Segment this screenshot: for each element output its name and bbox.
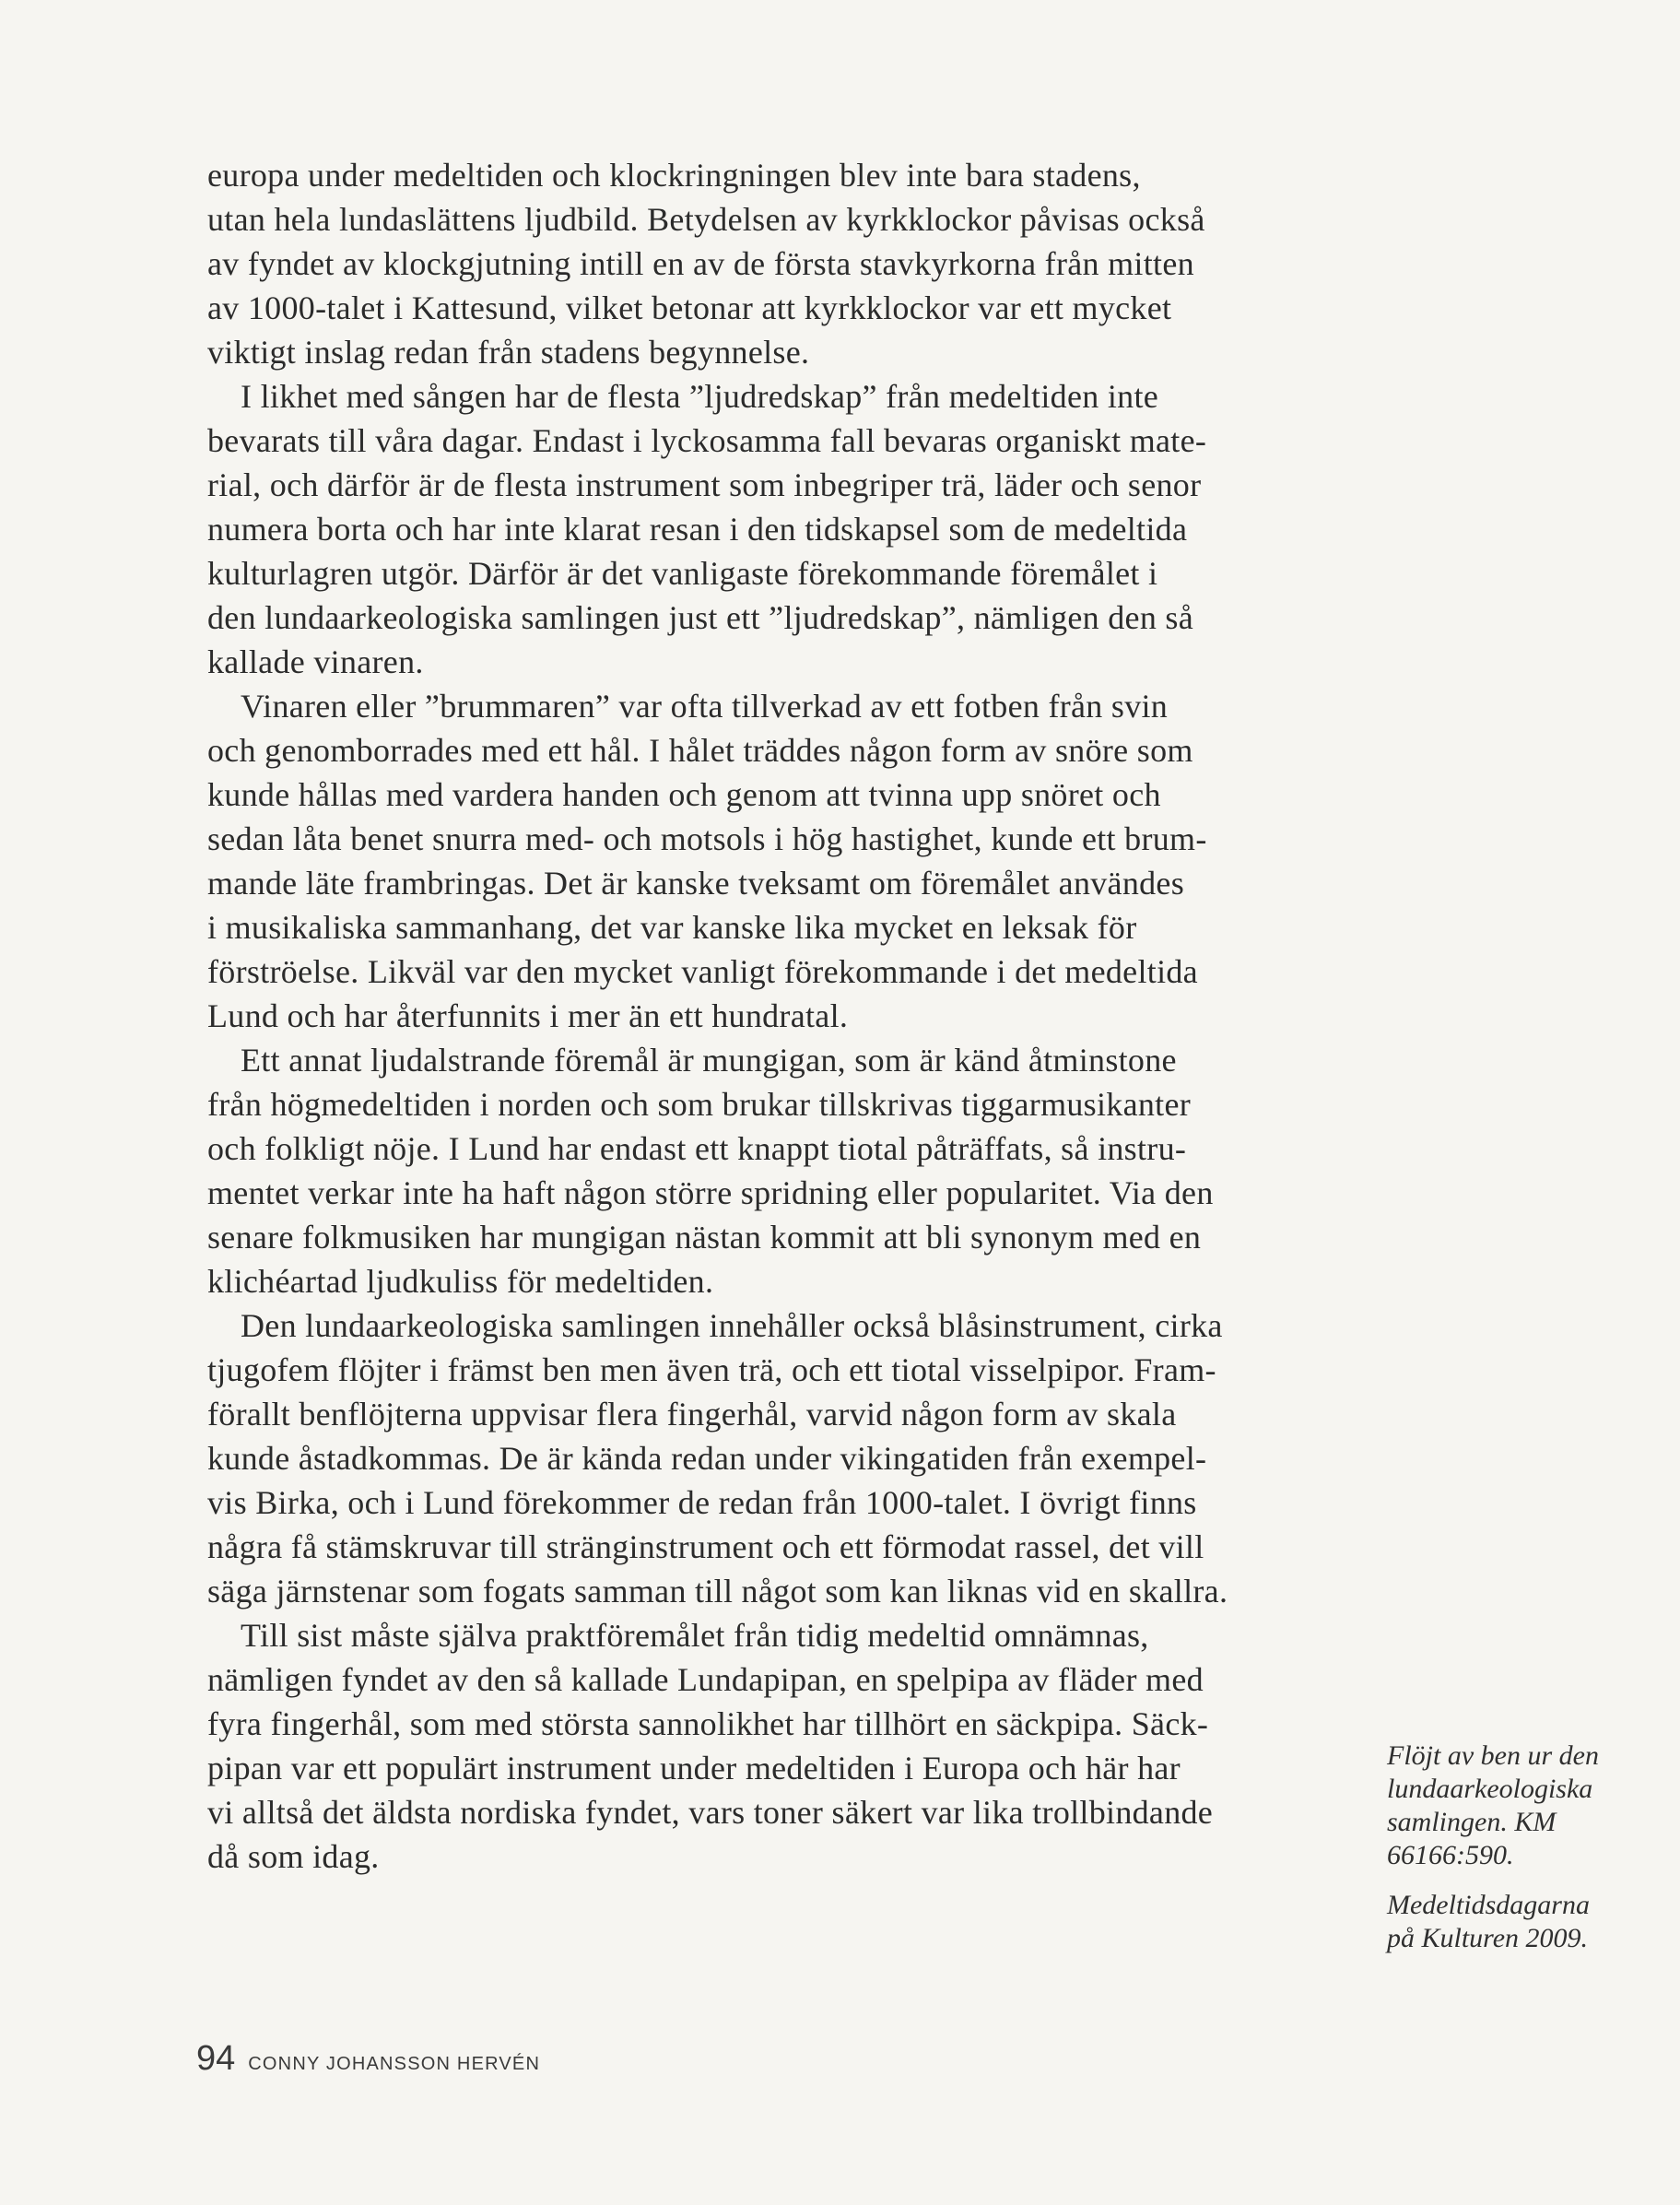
text-line: Den lundaarkeologiska samlingen innehåller också blåsinstrument, cirka	[241, 1307, 1223, 1344]
text-line: nämligen fyndet av den så kallade Lundapipan, en spelpipa av fläder med	[207, 1661, 1204, 1698]
text-line: kunde åstadkommas. De är kända redan under vikingatiden från exempel-	[207, 1440, 1207, 1477]
figure-caption	[1387, 1739, 1636, 1955]
caption-line: lundaarkeologiska	[1387, 1774, 1593, 1804]
text-line: rial, och därför är de flesta instrument som inbegriper trä, läder och senor	[207, 466, 1202, 503]
body-text	[207, 153, 1332, 1879]
text-line: och genomborrades med ett hål. I hålet träddes någon form av snöre som	[207, 732, 1193, 769]
paragraph-6	[207, 1613, 1332, 1879]
text-line: europa under medeltiden och klockringningen blev inte bara stadens,	[207, 157, 1141, 194]
text-line: från högmedeltiden i norden och som brukar tillskrivas tiggarmusikanter	[207, 1086, 1192, 1123]
text-line: fyra fingerhål, som med största sannolikhet har tillhört en säckpipa. Säck-	[207, 1705, 1209, 1742]
text-line: i musikaliska sammanhang, det var kanske lika mycket en leksak för	[207, 909, 1137, 946]
page-footer	[196, 2039, 540, 2085]
caption-line: på Kulturen 2009.	[1387, 1923, 1589, 1953]
text-line: senare folkmusiken har mungigan nästan kommit att bli synonym med en	[207, 1219, 1202, 1256]
text-line: då som idag.	[207, 1838, 380, 1875]
text-line: kunde hållas med vardera handen och genom att tvinna upp snöret och	[207, 776, 1161, 813]
text-line: mentet verkar inte ha haft någon större spridning eller popularitet. Via den	[207, 1174, 1214, 1211]
text-line: Lund och har återfunnits i mer än ett hundratal.	[207, 997, 849, 1034]
text-line: vis Birka, och i Lund förekommer de redan från 1000-talet. I övrigt finns	[207, 1484, 1197, 1521]
text-line: vi alltså det äldsta nordiska fyndet, vars toner säkert var lika trollbindande	[207, 1794, 1214, 1831]
caption-block	[1387, 1889, 1636, 1955]
text-line: Till sist måste själva praktföremålet från tidig medeltid omnämnas,	[241, 1617, 1149, 1654]
caption-line: Medeltidsdagarna	[1387, 1890, 1590, 1920]
text-line: förallt benflöjterna uppvisar flera fingerhål, varvid någon form av skala	[207, 1396, 1177, 1433]
paragraph-2	[207, 374, 1332, 684]
text-line: förströelse. Likväl var den mycket vanligt förekommande i det medeltida	[207, 953, 1198, 990]
caption-line: 66166:590.	[1387, 1840, 1514, 1870]
text-line: tjugofem flöjter i främst ben men även trä, och ett tiotal visselpipor. Fram-	[207, 1351, 1216, 1388]
text-line: den lundaarkeologiska samlingen just ett ”ljudredskap”, nämligen den så	[207, 599, 1194, 636]
page-number: 94	[196, 2039, 236, 2078]
caption-line: Flöjt av ben ur den	[1387, 1740, 1599, 1771]
text-line: utan hela lundaslättens ljudbild. Betydelsen av kyrkklockor påvisas också	[207, 201, 1205, 238]
text-line: numera borta och har inte klarat resan i den tidskapsel som de medeltida	[207, 511, 1188, 548]
text-line: I likhet med sången har de flesta ”ljudredskap” från medeltiden inte	[241, 378, 1159, 415]
text-line: mande läte frambringas. Det är kanske tveksamt om föremålet användes	[207, 865, 1185, 902]
text-line: sedan låta benet snurra med- och motsols i hög hastighet, kunde ett brum-	[207, 820, 1207, 857]
paragraph-3	[207, 684, 1332, 1038]
caption-line: samlingen. KM	[1387, 1807, 1557, 1837]
paragraph-5	[207, 1303, 1332, 1613]
text-line: några få stämskruvar till stränginstrument och ett förmodat rassel, det vill	[207, 1528, 1204, 1565]
running-author: CONNY JOHANSSON HERVÉN	[248, 2054, 541, 2074]
text-line: viktigt inslag redan från stadens begynnelse.	[207, 334, 810, 371]
text-line: bevarats till våra dagar. Endast i lyckosamma fall bevaras organiskt mate-	[207, 422, 1207, 459]
text-line: klichéartad ljudkuliss för medeltiden.	[207, 1263, 714, 1300]
paragraph-1	[207, 153, 1332, 374]
text-line: pipan var ett populärt instrument under medeltiden i Europa och här har	[207, 1750, 1181, 1786]
text-line: Ett annat ljudalstrande föremål är mungigan, som är känd åtminstone	[241, 1042, 1177, 1079]
text-line: av fyndet av klockgjutning intill en av de första stavkyrkorna från mitten	[207, 245, 1194, 282]
text-line: och folkligt nöje. I Lund har endast ett knappt tiotal påträffats, så instru-	[207, 1130, 1187, 1167]
text-line: kulturlagren utgör. Därför är det vanligaste förekommande föremålet i	[207, 555, 1158, 592]
text-line: kallade vinaren.	[207, 643, 424, 680]
caption-block	[1387, 1739, 1636, 1872]
text-line: av 1000-talet i Kattesund, vilket betonar att kyrkklockor var ett mycket	[207, 289, 1172, 326]
paragraph-4	[207, 1038, 1332, 1303]
text-line: säga järnstenar som fogats samman till något som kan liknas vid en skallra.	[207, 1573, 1228, 1610]
text-line: Vinaren eller ”brummaren” var ofta tillverkad av ett fotben från svin	[241, 688, 1169, 725]
